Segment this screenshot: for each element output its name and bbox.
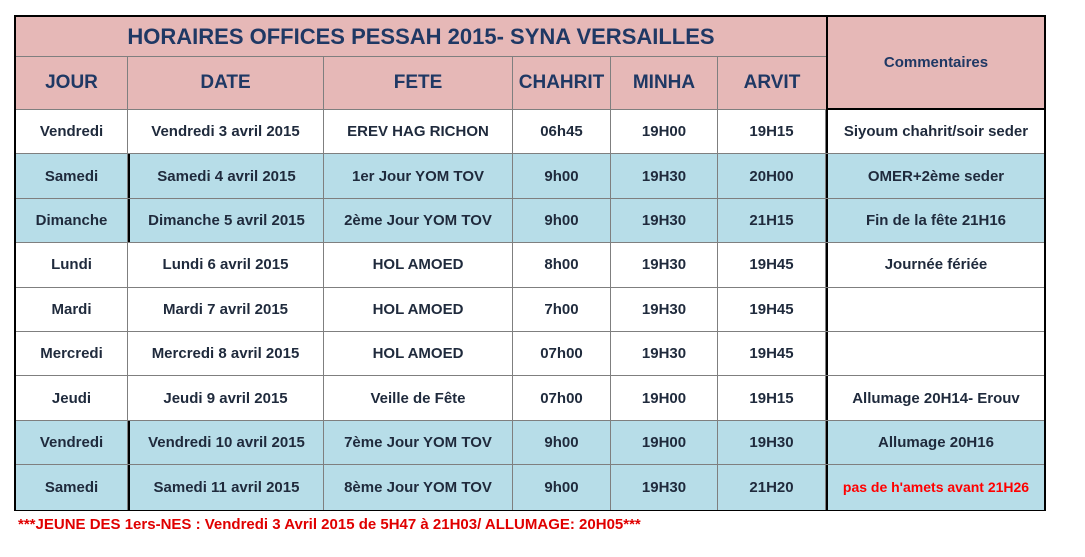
cell-arvit: 19H45 <box>718 243 826 286</box>
cell-chahrit: 9h00 <box>513 199 611 242</box>
cell-comment: Siyoum chahrit/soir seder <box>826 110 1044 153</box>
cell-fete: 2ème Jour YOM TOV <box>324 199 513 242</box>
cell-arvit: 19H15 <box>718 110 826 153</box>
cell-minha: 19H30 <box>611 332 718 375</box>
cell-minha: 19H30 <box>611 288 718 331</box>
cell-date: Samedi 11 avril 2015 <box>128 465 324 509</box>
cell-date: Lundi 6 avril 2015 <box>128 243 324 286</box>
cell-chahrit: 8h00 <box>513 243 611 286</box>
cell-jour: Vendredi <box>16 421 128 464</box>
cell-chahrit: 9h00 <box>513 421 611 464</box>
cell-date: Vendredi 3 avril 2015 <box>128 110 324 153</box>
table-row <box>16 288 1044 332</box>
cell-fete: HOL AMOED <box>324 288 513 331</box>
cell-comment: Allumage 20H16 <box>826 421 1044 464</box>
cell-jour: Jeudi <box>16 376 128 419</box>
header-jour: JOUR <box>16 57 128 109</box>
cell-minha: 19H00 <box>611 376 718 419</box>
table-row <box>16 465 1044 509</box>
cell-arvit: 19H45 <box>718 288 826 331</box>
cell-fete: 8ème Jour YOM TOV <box>324 465 513 509</box>
cell-jour: Lundi <box>16 243 128 286</box>
header-arvit: ARVIT <box>718 57 826 109</box>
cell-fete: 1er Jour YOM TOV <box>324 154 513 197</box>
table-row <box>16 332 1044 376</box>
header-chahrit: CHAHRIT <box>513 57 611 109</box>
cell-chahrit: 06h45 <box>513 110 611 153</box>
cell-minha: 19H30 <box>611 243 718 286</box>
header-minha: MINHA <box>611 57 718 109</box>
cell-minha: 19H30 <box>611 465 718 509</box>
cell-minha: 19H30 <box>611 154 718 197</box>
table-row <box>16 376 1044 420</box>
table-title: HORAIRES OFFICES PESSAH 2015- SYNA VERSAILLES <box>16 17 826 57</box>
cell-date: Mercredi 8 avril 2015 <box>128 332 324 375</box>
table-row <box>16 421 1044 465</box>
cell-jour: Samedi <box>16 465 128 509</box>
table-row <box>16 199 1044 243</box>
cell-jour: Mardi <box>16 288 128 331</box>
cell-jour: Dimanche <box>16 199 128 242</box>
cell-date: Dimanche 5 avril 2015 <box>128 199 324 242</box>
header-date: DATE <box>128 57 324 109</box>
cell-comment: Journée fériée <box>826 243 1044 286</box>
cell-arvit: 21H15 <box>718 199 826 242</box>
cell-fete: HOL AMOED <box>324 243 513 286</box>
cell-fete: HOL AMOED <box>324 332 513 375</box>
cell-fete: Veille de Fête <box>324 376 513 419</box>
cell-chahrit: 9h00 <box>513 465 611 509</box>
cell-comment: Fin de la fête 21H16 <box>826 199 1044 242</box>
cell-chahrit: 9h00 <box>513 154 611 197</box>
header-row <box>16 57 826 110</box>
header-commentaires: Commentaires <box>826 17 1044 110</box>
table-row <box>16 243 1044 287</box>
cell-jour: Vendredi <box>16 110 128 153</box>
cell-jour: Mercredi <box>16 332 128 375</box>
table-row <box>16 154 1044 198</box>
footnote: ***JEUNE DES 1ers-NES : Vendredi 3 Avril 2015 de 5H47 à 21H03/ ALLUMAGE: 20H05*** <box>18 516 641 533</box>
cell-date: Jeudi 9 avril 2015 <box>128 376 324 419</box>
cell-date: Mardi 7 avril 2015 <box>128 288 324 331</box>
header-fete: FETE <box>324 57 513 109</box>
cell-comment: pas de h'amets avant 21H26 <box>826 465 1044 509</box>
table-row <box>16 110 1044 154</box>
cell-arvit: 19H45 <box>718 332 826 375</box>
cell-chahrit: 07h00 <box>513 376 611 419</box>
cell-chahrit: 07h00 <box>513 332 611 375</box>
cell-minha: 19H00 <box>611 421 718 464</box>
schedule-table <box>14 15 1046 511</box>
cell-comment: Allumage 20H14- Erouv <box>826 376 1044 419</box>
cell-date: Samedi 4 avril 2015 <box>128 154 324 197</box>
cell-fete: 7ème Jour YOM TOV <box>324 421 513 464</box>
cell-fete: EREV HAG RICHON <box>324 110 513 153</box>
cell-chahrit: 7h00 <box>513 288 611 331</box>
cell-arvit: 19H15 <box>718 376 826 419</box>
cell-arvit: 21H20 <box>718 465 826 509</box>
cell-jour: Samedi <box>16 154 128 197</box>
cell-comment: OMER+2ème seder <box>826 154 1044 197</box>
cell-comment <box>826 332 1044 375</box>
cell-minha: 19H00 <box>611 110 718 153</box>
cell-comment <box>826 288 1044 331</box>
cell-date: Vendredi 10 avril 2015 <box>128 421 324 464</box>
cell-minha: 19H30 <box>611 199 718 242</box>
cell-arvit: 19H30 <box>718 421 826 464</box>
cell-arvit: 20H00 <box>718 154 826 197</box>
